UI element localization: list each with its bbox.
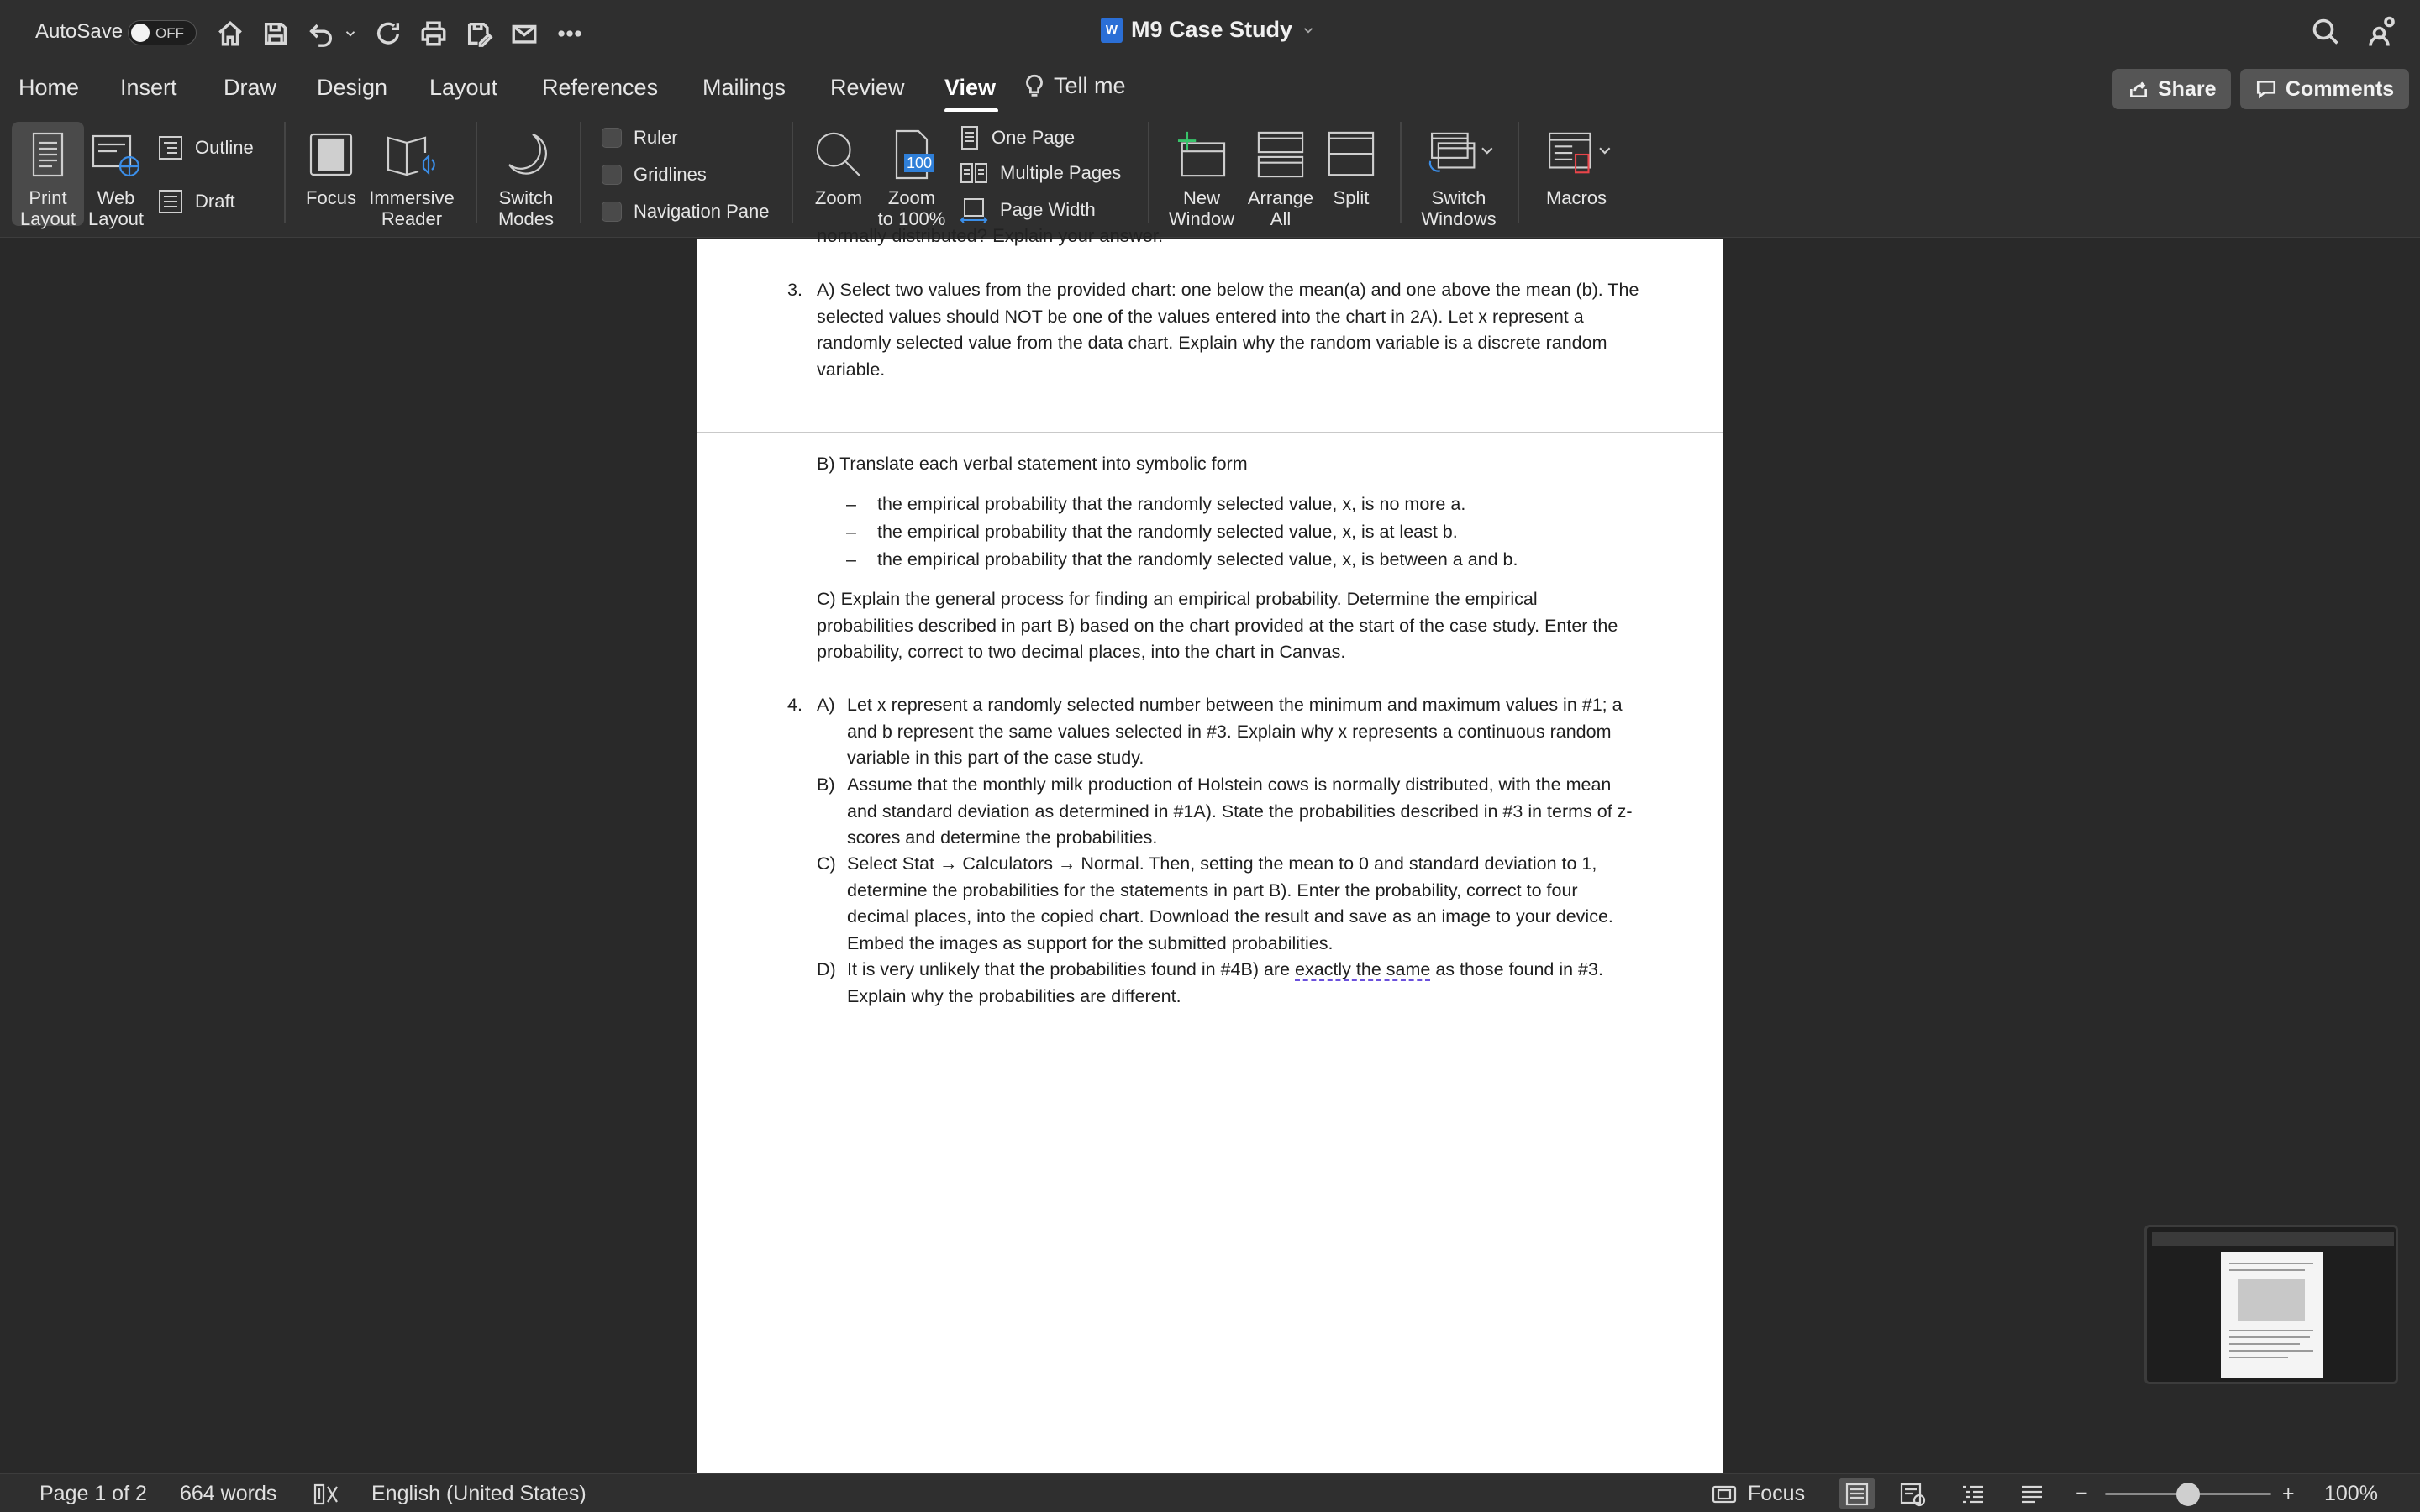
q3a-line: randomly selected value from the data chart. Explain why the random variable is a discrete random <box>817 333 1607 353</box>
q4a-label: A) <box>817 695 835 715</box>
q4c-line: decimal places, into the copied chart. Download the result and save as an image to your device. <box>847 906 1613 927</box>
grammar-flag[interactable]: exactly the same <box>1295 959 1431 979</box>
share-button[interactable] <box>2112 69 2231 109</box>
q3b-item: the empirical probability that the randomly selected value, x, is between a and b. <box>877 549 1518 570</box>
home-icon[interactable] <box>213 17 247 50</box>
document-title[interactable] <box>1101 17 1316 43</box>
outline-icon <box>158 135 183 160</box>
thumbnail-table <box>2238 1279 2305 1321</box>
q4b-line: scores and determine the probabilities. <box>847 827 1158 848</box>
print-layout-icon <box>12 125 84 184</box>
q3c-line: probability, correct to two decimal places, into the chart in Canvas. <box>817 642 1346 662</box>
arrange-all-label-2: All <box>1270 208 1292 229</box>
q3c-paragraph <box>817 586 1618 666</box>
zoom-percent[interactable]: 100% <box>2324 1482 2378 1505</box>
q4d-line: Explain why the probabilities are different. <box>847 985 1181 1006</box>
q4d-text: It is very unlikely that the probabilities found in #4B) are <box>847 959 1296 979</box>
q3a-line: selected values should NOT be one of the values entered into the chart in 2A). Let x represent a <box>817 306 1584 327</box>
page-break <box>697 432 1723 433</box>
ruler-checkbox[interactable] <box>602 127 678 149</box>
cut-off-text: normally distributed? Explain your answer. <box>817 225 1164 246</box>
zoom-to-100-button[interactable] <box>874 125 950 229</box>
focus-label: Focus <box>306 187 356 208</box>
language-label[interactable]: English (United States) <box>371 1482 587 1505</box>
web-layout-icon <box>84 125 148 184</box>
zoom-100-badge: 100 <box>904 154 934 172</box>
new-window-label-2: Window <box>1168 208 1235 229</box>
thumbnail-line <box>2229 1336 2310 1338</box>
ruler-label: Ruler <box>634 127 678 148</box>
ruler-checkbox-box[interactable] <box>602 128 622 148</box>
q4b-line: Assume that the monthly milk production of Holstein cows is normally distributed, with the mean <box>847 774 1612 795</box>
navigation-pane-checkbox-box[interactable] <box>602 202 622 222</box>
q4b-paragraph <box>847 772 1633 852</box>
immersive-reader-label-2: Reader <box>381 208 443 229</box>
lightbulb-icon <box>1023 74 1045 99</box>
q3b-item: the empirical probability that the randomly selected value, x, is at least b. <box>877 522 1458 542</box>
multiple-pages-icon <box>960 162 988 184</box>
print-icon[interactable] <box>417 17 450 50</box>
focus-mode-icon[interactable] <box>1711 1482 1738 1507</box>
page-thumbnail[interactable] <box>2144 1225 2398 1384</box>
bullet-dash: – <box>846 549 856 570</box>
navigation-pane-checkbox[interactable] <box>602 201 769 223</box>
q4b-label: B) <box>817 774 835 795</box>
q3a-line: A) Select two values from the provided chart: one below the mean(a) and one above the mean (b). The <box>817 280 1639 300</box>
zoom-100-label-1: Zoom <box>887 187 936 208</box>
document-page[interactable] <box>697 225 1723 1473</box>
q4-number: 4. <box>787 695 802 715</box>
macros-button[interactable] <box>1529 125 1623 208</box>
draft-label: Draft <box>195 191 235 212</box>
navigation-pane-label: Navigation Pane <box>634 201 770 222</box>
q4d-label: D) <box>817 959 836 979</box>
chevron-down-icon <box>1301 23 1316 38</box>
web-layout-label-1: Web <box>97 187 135 208</box>
q3a-line: variable. <box>817 359 886 380</box>
page-width-button[interactable] <box>960 197 1096 223</box>
split-button[interactable] <box>1324 125 1378 208</box>
zoom-100-icon <box>874 125 950 184</box>
q3-number: 3. <box>787 280 802 300</box>
share-label: Share <box>2158 76 2217 101</box>
thumbnail-line <box>2229 1263 2313 1264</box>
multiple-pages-label: Multiple Pages <box>1000 162 1122 183</box>
q4d-text: as those found in #3. <box>1430 959 1603 979</box>
thumbnail-page <box>2221 1252 2323 1378</box>
draft-view-icon[interactable] <box>2018 1482 2045 1507</box>
q4d-line <box>847 957 1603 984</box>
ribbon-separator <box>1518 122 1519 223</box>
ribbon-separator <box>476 122 477 223</box>
view-ribbon <box>0 112 2420 238</box>
focus-mode-label[interactable]: Focus <box>1748 1482 1806 1505</box>
status-bar <box>0 1473 2420 1512</box>
web-layout-view-icon[interactable] <box>1899 1482 1926 1507</box>
thumbnail-line <box>2229 1343 2300 1345</box>
title-bar <box>0 0 2420 65</box>
draft-button[interactable] <box>158 189 235 214</box>
tab-mailings[interactable]: Mailings <box>702 75 786 100</box>
redo-icon[interactable] <box>371 17 405 50</box>
switch-windows-label-1: Switch <box>1431 187 1486 208</box>
tab-view[interactable]: View <box>944 75 997 100</box>
account-icon[interactable] <box>2368 17 2402 50</box>
mail-icon[interactable] <box>508 17 541 50</box>
word-count[interactable]: 664 words <box>180 1482 277 1505</box>
word-doc-icon: W <box>1101 18 1123 43</box>
split-icon <box>1324 125 1378 184</box>
outline-view-icon[interactable] <box>1960 1482 1986 1507</box>
tab-insert[interactable]: Insert <box>120 75 177 100</box>
one-page-button[interactable] <box>960 125 1075 150</box>
bullet-dash: – <box>846 494 856 514</box>
split-label: Split <box>1333 187 1370 208</box>
macros-icon <box>1529 125 1623 184</box>
share-icon <box>2128 78 2149 100</box>
print-layout-label-1: Print <box>29 187 67 208</box>
q4d-paragraph <box>847 957 1603 1010</box>
moon-icon <box>489 125 563 184</box>
arrange-all-icon <box>1240 125 1321 184</box>
q3c-line: C) Explain the general process for finding an empirical probability. Determine the empirical <box>817 589 1538 609</box>
print-layout-button[interactable] <box>12 122 84 229</box>
q4a-paragraph <box>847 692 1623 772</box>
q4a-line: and b represent the same values selected in #3. Explain why x represents a continuous random <box>847 721 1612 742</box>
tab-draw[interactable]: Draw <box>224 75 277 100</box>
q4c-label: C) <box>817 853 836 874</box>
bullet-dash: – <box>846 522 856 542</box>
q4c-line: determine the probabilities for the statements in part B). Enter the probability, correct to four <box>847 879 1578 900</box>
save-as-icon[interactable] <box>462 17 496 50</box>
comment-icon <box>2255 78 2277 100</box>
thumbnail-line <box>2229 1350 2313 1352</box>
page-width-icon <box>960 197 988 223</box>
ribbon-tabs <box>0 65 2420 112</box>
immersive-reader-icon <box>366 125 457 184</box>
more-icon[interactable] <box>553 17 587 50</box>
new-window-icon <box>1166 125 1237 184</box>
switch-windows-label-2: Windows <box>1421 208 1497 229</box>
tell-me-search[interactable] <box>1023 73 1126 99</box>
multiple-pages-button[interactable] <box>960 162 1121 184</box>
zoom-slider-handle[interactable] <box>2176 1483 2200 1506</box>
ribbon-separator <box>1148 122 1150 223</box>
switch-modes-label-2: Modes <box>497 208 555 229</box>
q3b-title: B) Translate each verbal statement into symbolic form <box>817 454 1248 474</box>
q4c-line: Select Stat → Calculators → Normal. Then, setting the mean to 0 and standard deviation to 1, <box>847 853 1597 874</box>
tab-review[interactable]: Review <box>830 75 905 100</box>
arrange-all-button[interactable] <box>1240 125 1321 229</box>
one-page-label: One Page <box>992 127 1076 148</box>
arrange-all-label-1: Arrange <box>1247 187 1314 208</box>
switch-modes-button[interactable] <box>489 125 563 229</box>
q3b-item: the empirical probability that the randomly selected value, x, is no more a. <box>877 494 1466 514</box>
zoom-label: Zoom <box>814 187 863 208</box>
page-width-label: Page Width <box>1000 199 1096 220</box>
thumbnail-line <box>2229 1269 2305 1271</box>
gridlines-checkbox-box[interactable] <box>602 165 622 185</box>
q3c-line: probabilities described in part B) based on the chart provided at the start of the case study. Enter the <box>817 615 1618 636</box>
one-page-icon <box>960 125 980 150</box>
web-layout-button[interactable] <box>84 125 148 229</box>
gridlines-label: Gridlines <box>634 164 707 185</box>
autosave-state: OFF <box>155 25 184 41</box>
tell-me-label: Tell me <box>1054 73 1126 98</box>
magnifier-icon <box>803 125 874 184</box>
ribbon-separator <box>284 122 286 223</box>
clipped-previous-line <box>697 225 1723 249</box>
comments-label: Comments <box>2286 76 2395 101</box>
undo-icon[interactable] <box>304 17 338 50</box>
q4c-paragraph <box>847 851 1613 957</box>
search-icon[interactable] <box>2311 17 2344 50</box>
zoom-100-label-2: to 100% <box>877 208 946 229</box>
web-layout-label-2: Layout <box>87 208 145 229</box>
ribbon-separator <box>1400 122 1402 223</box>
gridlines-checkbox[interactable] <box>602 164 707 186</box>
q4a-line: variable in this part of the case study. <box>847 748 1144 768</box>
zoom-button[interactable] <box>803 125 874 208</box>
thumbnail-toolbar <box>2152 1232 2394 1246</box>
ribbon-separator <box>580 122 581 223</box>
macros-label: Macros <box>1545 187 1607 208</box>
save-icon[interactable] <box>259 17 292 50</box>
proofing-icon[interactable] <box>313 1482 339 1507</box>
autosave-toggle[interactable] <box>128 20 197 45</box>
new-window-label-1: New <box>1182 187 1220 208</box>
tab-layout[interactable]: Layout <box>429 75 498 100</box>
chevron-down-icon[interactable] <box>338 17 363 50</box>
draft-icon <box>158 189 183 214</box>
toggle-knob <box>131 24 150 42</box>
tab-home[interactable]: Home <box>18 75 80 100</box>
tab-design[interactable]: Design <box>317 75 388 100</box>
immersive-reader-label-1: Immersive <box>369 187 455 208</box>
ribbon-separator <box>792 122 793 223</box>
zoom-out-button[interactable]: − <box>2075 1482 2088 1505</box>
outline-button[interactable] <box>158 135 254 160</box>
tab-references[interactable]: References <box>542 75 659 100</box>
print-layout-view-icon[interactable] <box>1844 1482 1870 1507</box>
focus-button[interactable] <box>297 125 365 208</box>
print-layout-label-2: Layout <box>19 208 76 229</box>
thumbnail-line <box>2229 1330 2313 1331</box>
thumbnail-line <box>2229 1357 2288 1358</box>
q4c-line: Embed the images as support for the submitted probabilities. <box>847 932 1334 953</box>
comments-button[interactable] <box>2240 69 2409 109</box>
immersive-reader-button[interactable] <box>366 125 457 229</box>
new-window-button[interactable] <box>1166 125 1237 229</box>
switch-windows-icon <box>1412 125 1506 184</box>
document-workspace[interactable] <box>0 225 2420 1473</box>
focus-icon <box>297 125 365 184</box>
document-title-text: M9 Case Study <box>1131 17 1293 42</box>
zoom-in-button[interactable]: + <box>2282 1482 2295 1505</box>
q4a-line: Let x represent a randomly selected number between the minimum and maximum values in #1; a <box>847 695 1623 715</box>
page-count[interactable]: Page 1 of 2 <box>39 1482 147 1505</box>
autosave-label: AutoSave <box>35 20 124 43</box>
q4b-line: and standard deviation as determined in #1A). State the probabilities described in #3 in terms of z- <box>847 801 1633 822</box>
outline-label: Outline <box>195 137 254 158</box>
switch-windows-button[interactable] <box>1412 125 1506 229</box>
switch-modes-label-1: Switch <box>498 187 554 208</box>
q3a-paragraph <box>817 277 1639 383</box>
